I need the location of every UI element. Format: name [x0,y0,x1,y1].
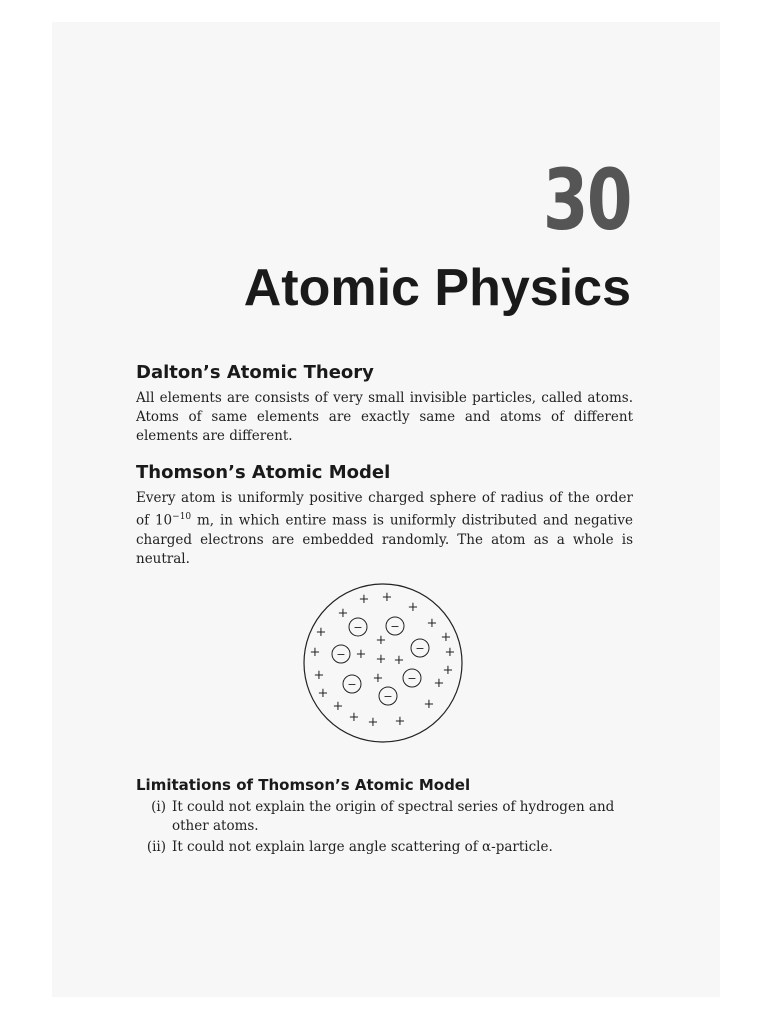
list-item-number: (i) [151,798,166,815]
positive-charge-symbol: + [332,698,344,714]
svg-text:−: − [347,677,357,691]
svg-text:−: − [336,647,346,661]
positive-charge-symbol: + [442,662,454,678]
list-item-text: It could not explain the origin of spectral series of hydrogen and other atoms. [172,798,615,834]
plum-pudding-atom [301,583,465,743]
positive-charge-symbol: + [440,629,452,645]
thomson-atom-diagram [136,583,633,758]
positive-charge-symbol: + [426,615,438,631]
positive-charge-symbol: + [444,644,456,660]
positive-charge-symbol: + [313,667,325,683]
positive-charge-symbol: + [433,675,445,691]
thomson-section [136,460,633,569]
positive-charge-symbol: + [423,696,435,712]
electron-icon [343,675,361,693]
positive-charge-symbol: + [393,652,405,668]
dalton-section [136,360,633,446]
chapter-number: 30 [542,151,631,249]
svg-text:−: − [415,641,425,655]
thomson-heading: Thomson’s Atomic Model [136,462,391,483]
thomson-text-before: Every atom is uniformly positive charged sphere of radius of the order of 10 [136,490,633,529]
positive-charge-symbol: + [355,646,367,662]
electron-icon [332,645,350,663]
svg-text:−: − [390,619,400,633]
positive-charge-symbol: + [337,605,349,621]
thomson-exponent: −10 [172,512,192,522]
svg-text:−: − [353,620,363,634]
positive-charge-symbol: + [358,591,370,607]
positive-charge-symbol: + [381,589,393,605]
positive-charge-symbol: + [315,624,327,640]
electron-icon [386,617,404,635]
positive-charge-symbol: + [317,685,329,701]
chapter-title: Atomic Physics [243,259,631,317]
svg-text:−: − [383,689,393,703]
list-item-text: It could not explain large angle scattering of α-particle. [172,838,553,855]
electron-icon [349,618,367,636]
positive-charge-symbol: + [394,713,406,729]
positive-charge-symbol: + [372,670,384,686]
electron-icon [379,687,397,705]
positive-charge-symbol: + [375,632,387,648]
thomson-paragraph [136,489,633,569]
dalton-paragraph: All elements are consists of very small invisible particles, called atoms. Atoms of same elements are exactly same and atoms of different elements are different. [136,390,633,444]
svg-text:−: − [407,671,417,685]
chapter-content [136,360,633,859]
limitations-heading: Limitations of Thomson’s Atomic Model [136,775,471,794]
positive-charge-symbol: + [367,714,379,730]
positive-charge-symbol: + [348,709,360,725]
list-item [136,798,633,836]
positive-charge-symbol: + [309,644,321,660]
electron-icon [411,639,429,657]
positive-charge-symbol: + [407,599,419,615]
dalton-heading: Dalton’s Atomic Theory [136,362,374,383]
limitations-section [136,774,633,857]
list-item [136,838,633,857]
electron-icon [403,669,421,687]
thomson-text-after: m, in which entire mass is uniformly distributed and negative charged electrons are embedded randomly. The atom as a whole is neutral. [136,512,633,567]
list-item-number: (ii) [146,838,166,855]
limitations-list [136,798,633,857]
positive-charge-symbol: + [375,651,387,667]
